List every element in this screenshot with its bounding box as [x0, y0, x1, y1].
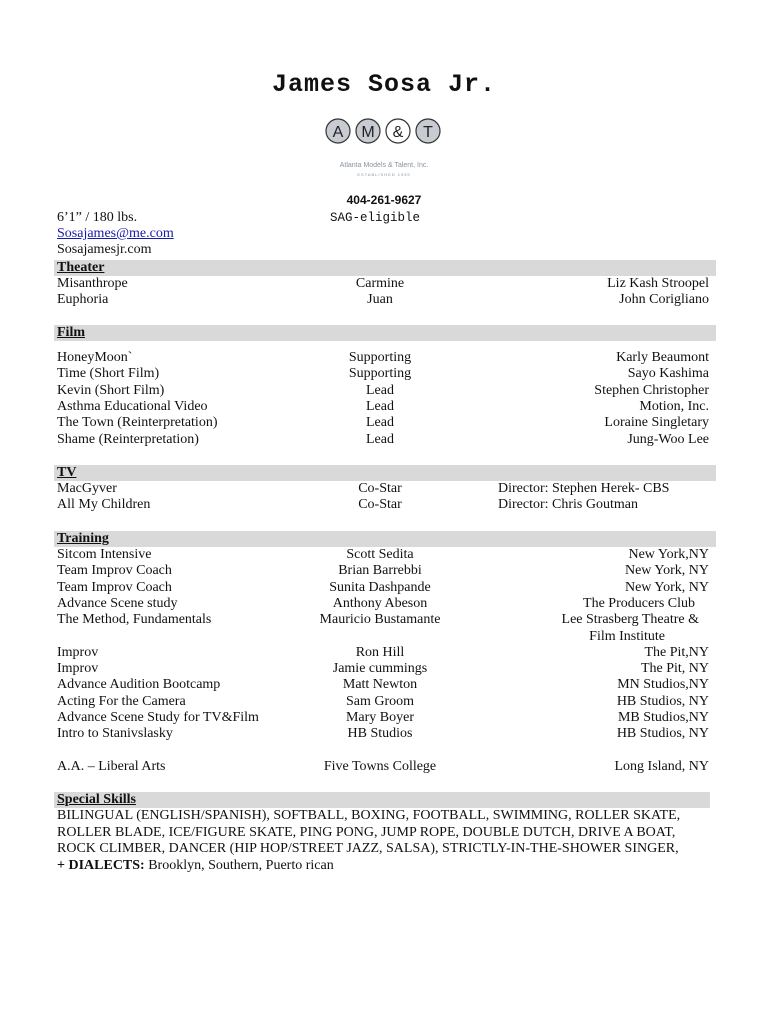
credit-title: All My Children [57, 497, 151, 513]
credit-title: HoneyMoon` [57, 350, 133, 365]
credit-director: New York, NY [624, 563, 709, 579]
credit-title: The Town (Reinterpretation) [57, 415, 218, 431]
credit-row [57, 383, 709, 399]
credit-row [57, 350, 709, 366]
credit-row [57, 726, 709, 742]
agency-logo [0, 116, 768, 146]
credit-director: Stephen Christopher [594, 382, 709, 398]
credit-director: HB Studios, NY [616, 726, 709, 742]
credit-row [57, 580, 709, 596]
credit-director: MB Studios,NY [617, 710, 709, 725]
credit-role: Sunita Dashpande [329, 579, 431, 595]
credit-row [57, 710, 709, 726]
sag-status: SAG-eligible [330, 211, 421, 225]
credit-director: Director: Stephen Herek- CBS [498, 481, 670, 496]
credit-row [57, 415, 709, 431]
credit-title: Improv [57, 661, 99, 677]
credit-title: MacGyver [57, 481, 117, 496]
credit-director: Liz Kash Stroopel [607, 276, 709, 291]
logo-letter-a: A [332, 124, 344, 141]
credit-row [57, 481, 709, 497]
credit-director: Jung-Woo Lee [627, 431, 709, 447]
website: Sosajamesjr.com [57, 242, 152, 257]
credit-title: Misanthrope [57, 276, 128, 291]
credit-director: John Corigliano [619, 292, 709, 308]
credit-title: Improv [57, 644, 99, 660]
credit-title: Advance Scene study [57, 595, 178, 611]
credit-title: Asthma Educational Video [57, 398, 208, 414]
agency-company-name: Atlanta Models & Talent, Inc. [339, 162, 429, 169]
logo-letter-t: T [423, 124, 433, 141]
credit-role: Sam Groom [345, 693, 415, 709]
credit-row [57, 563, 709, 579]
section-header-theater: Theater [54, 260, 716, 276]
credit-row [57, 366, 709, 382]
credit-director: Loraine Singletary [604, 415, 709, 431]
credit-title: Kevin (Short Film) [57, 382, 165, 398]
height-weight: 6’1” / 180 lbs. [57, 210, 138, 225]
credit-row [57, 399, 709, 415]
credit-row [57, 276, 709, 292]
credit-director: New York, NY [624, 579, 709, 595]
credit-role: Lead [366, 415, 394, 431]
credit-role: Juan [367, 292, 393, 308]
credit-role: Lead [366, 431, 394, 447]
credit-director: Film Institute [589, 628, 665, 644]
phone-number: 404-261-9627 [346, 193, 422, 207]
credit-role: HB Studios [347, 726, 413, 742]
credit-row [57, 612, 709, 628]
section-header-skills: Special Skills [54, 792, 710, 808]
skills-block [57, 808, 717, 874]
credit-title: Intro to Stanivslasky [57, 726, 173, 742]
credit-role: Carmine [355, 276, 405, 291]
credit-title: Sitcom Intensive [57, 547, 152, 562]
credit-role: Supporting [348, 350, 412, 365]
credit-role: Ron Hill [355, 644, 405, 660]
credit-role: Matt Newton [342, 677, 418, 693]
credit-director: Director: Chris Goutman [498, 497, 638, 513]
credit-role: Lead [366, 398, 394, 414]
credit-director: Motion, Inc. [639, 398, 709, 414]
section-header-tv: TV [54, 465, 716, 481]
credit-role: Supporting [348, 366, 412, 382]
credit-title: Advance Scene Study for TV&Film [57, 710, 259, 725]
credit-role: Mary Boyer [345, 710, 415, 725]
section-header-film: Film [54, 325, 716, 341]
credit-row [57, 645, 709, 661]
credit-role: Jamie cummings [332, 661, 428, 677]
education-row [57, 759, 709, 775]
credit-director: Sayo Kashima [627, 366, 709, 382]
credit-row [57, 677, 709, 693]
credit-title: Euphoria [57, 292, 109, 308]
education-school: Five Towns College [323, 759, 437, 774]
credit-role: Co-Star [358, 481, 402, 496]
education-degree: A.A. – Liberal Arts [57, 759, 166, 774]
email-link[interactable]: Sosajames@me.com [57, 226, 174, 241]
credit-title: Team Improv Coach [57, 579, 172, 595]
credit-role: Co-Star [358, 497, 402, 513]
dialects-text: Brooklyn, Southern, Puerto rican [148, 857, 334, 873]
credit-director: The Pit, NY [640, 661, 709, 677]
credit-role: Scott Sedita [346, 547, 414, 562]
credit-row [57, 547, 709, 563]
actor-name: James Sosa Jr. [271, 70, 497, 99]
credit-row [57, 694, 709, 710]
credit-role: Brian Barrebbi [338, 563, 422, 579]
logo-letter-m: M [361, 124, 375, 141]
credit-title: Time (Short Film) [57, 366, 160, 382]
skills-text: BILINGUAL (ENGLISH/SPANISH), SOFTBALL, BOXING, FOOTBALL, SWIMMING, ROLLER SKATE, ROLLER BLADE, ICE/FIGURE SKATE, PING PONG, JUMP ROPE, DOUBLE DUTCH, DRIVE A BOAT, ROCK CLIMBER, DANCER (HIP HOP/STREET JAZZ, SALSA), STRICTLY-IN-THE-SHOWER SINGER, [57, 808, 681, 856]
credit-director: The Pit,NY [644, 644, 709, 660]
dialects-label: + DIALECTS: [57, 857, 145, 873]
credit-title: Team Improv Coach [57, 563, 172, 579]
credit-director: Karly Beaumont [616, 350, 709, 365]
agency-logo-circles [323, 116, 445, 146]
credit-title: Acting For the Camera [57, 693, 186, 709]
credit-title: Advance Audition Bootcamp [57, 677, 221, 693]
section-header-training: Training [54, 531, 716, 547]
credit-role: Anthony Abeson [332, 595, 428, 611]
credit-row [57, 596, 709, 612]
credit-director: New York,NY [628, 547, 709, 562]
agency-established: ESTABLISHED 1959 [357, 172, 411, 177]
credit-director: The Producers Club [583, 595, 695, 611]
credit-row [57, 629, 709, 645]
credit-role: Lead [366, 382, 394, 398]
credit-row [57, 432, 709, 448]
credit-role: Mauricio Bustamante [319, 612, 441, 628]
education-location: Long Island, NY [614, 759, 709, 774]
credit-row [57, 497, 709, 513]
credit-row [57, 661, 709, 677]
credit-row [57, 292, 709, 308]
credit-director: HB Studios, NY [616, 693, 709, 709]
credit-title: Shame (Reinterpretation) [57, 431, 199, 447]
logo-letter-amp: & [392, 124, 404, 141]
credit-director: Lee Strasberg Theatre & [561, 612, 699, 628]
credit-title: The Method, Fundamentals [57, 612, 212, 628]
credit-director: MN Studios,NY [617, 677, 709, 693]
